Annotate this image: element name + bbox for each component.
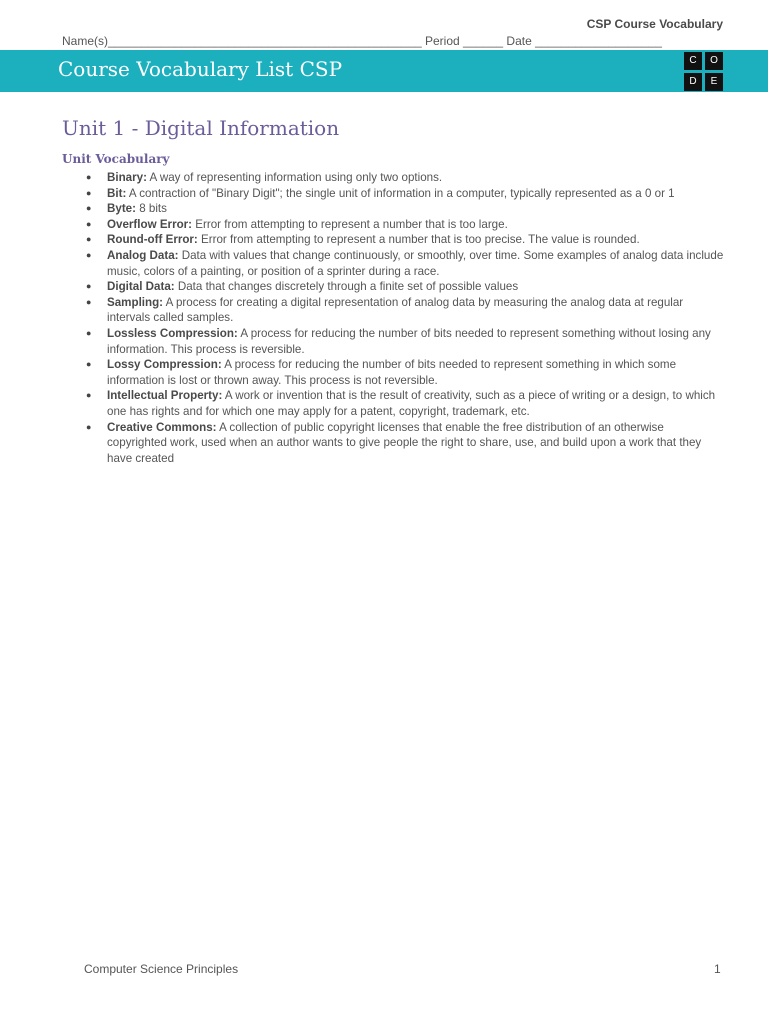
vocab-item	[80, 170, 726, 186]
vocab-item	[80, 326, 726, 357]
vocab-definition: A way of representing information using only two options.	[146, 171, 443, 184]
vocab-definition: Error from attempting to represent a number that is too precise. The value is rounded.	[197, 233, 640, 247]
bullet-icon: ●	[86, 421, 92, 432]
code-logo	[684, 52, 723, 90]
vocab-term: Digital Data:	[107, 280, 175, 294]
bullet-icon: ●	[86, 218, 92, 229]
bullet-icon: ●	[86, 359, 92, 370]
vocab-definition: A process for reducing the number of bits needed to represent something without losing any information. This process is reversible.	[107, 326, 711, 356]
vocab-term: Creative Commons:	[107, 420, 217, 434]
vocab-definition: Data with values that change continuously, or smoothly, over time. Some examples of analog data include music, colors of a painting, or position of a sprinter during a race.	[107, 248, 724, 278]
vocab-term: Overflow Error:	[107, 217, 193, 231]
name-period-date-line: Name(s)_______________________________________________ Period ______ Date ___________________	[62, 34, 662, 48]
document-label: CSP Course Vocabulary	[586, 17, 723, 31]
page-number: 1	[714, 962, 721, 976]
vocab-item	[80, 388, 726, 419]
vocab-item	[80, 279, 726, 295]
vocab-item	[80, 217, 726, 233]
logo-letter: O	[705, 52, 723, 70]
vocab-definition: A work or invention that is the result of creativity, such as a piece of writing or a design, to which one has rights and for which one may apply for a patent, copyright, trademark, etc.	[107, 389, 716, 418]
vocab-item	[80, 295, 726, 326]
bullet-icon: ●	[86, 296, 92, 307]
vocab-definition: Data that changes discretely through a finite set of possible values	[174, 280, 519, 294]
bullet-icon: ●	[86, 203, 92, 214]
course-title: Course Vocabulary List CSP	[58, 57, 343, 81]
vocab-term: Byte:	[107, 202, 136, 216]
vocab-definition: A process for reducing the number of bits needed to represent something in which some information is lost or thrown away. This process is not reversible.	[107, 358, 677, 387]
vocabulary-subtitle: Unit Vocabulary	[62, 152, 170, 166]
bullet-icon: ●	[86, 234, 92, 245]
bullet-icon: ●	[86, 187, 92, 198]
logo-letter: E	[705, 73, 723, 91]
vocab-item	[80, 201, 726, 217]
vocab-term: Lossy Compression:	[107, 358, 222, 372]
vocab-item	[80, 248, 726, 279]
vocab-term: Analog Data:	[107, 248, 179, 262]
bullet-icon: ●	[86, 172, 92, 182]
vocab-definition: A process for creating a digital representation of analog data by measuring the analog data at regular intervals called samples.	[107, 295, 684, 325]
bullet-icon: ●	[86, 281, 92, 292]
vocab-item	[80, 357, 726, 388]
vocab-term: Sampling:	[107, 295, 164, 309]
vocab-term: Bit:	[107, 186, 127, 200]
bullet-icon: ●	[86, 249, 92, 260]
vocab-term: Binary:	[107, 171, 147, 184]
vocab-definition: A collection of public copyright licenses that enable the free distribution of an otherwise copyrighted work, used when an author wants to give people the right to share, use, and build upon a work that they have created	[107, 420, 702, 465]
vocab-term: Intellectual Property:	[107, 389, 223, 403]
vocab-definition: A contraction of "Binary Digit"; the single unit of information in a computer, typically represented as a 0 or 1	[126, 186, 675, 200]
bullet-icon: ●	[86, 327, 92, 338]
logo-letter: C	[684, 52, 702, 70]
vocab-term: Round-off Error:	[107, 233, 198, 247]
vocab-item	[80, 232, 726, 248]
vocab-item	[80, 420, 726, 467]
vocabulary-list	[80, 170, 726, 466]
vocab-term: Lossless Compression:	[107, 326, 238, 340]
footer-course: Computer Science Principles	[84, 962, 239, 976]
vocab-definition: 8 bits	[136, 202, 167, 216]
unit-title: Unit 1 - Digital Information	[62, 116, 340, 140]
logo-letter: D	[684, 73, 702, 91]
bullet-icon: ●	[86, 390, 92, 401]
vocab-definition: Error from attempting to represent a number that is too large.	[192, 217, 508, 231]
vocab-item	[80, 186, 726, 202]
title-banner	[0, 50, 768, 92]
